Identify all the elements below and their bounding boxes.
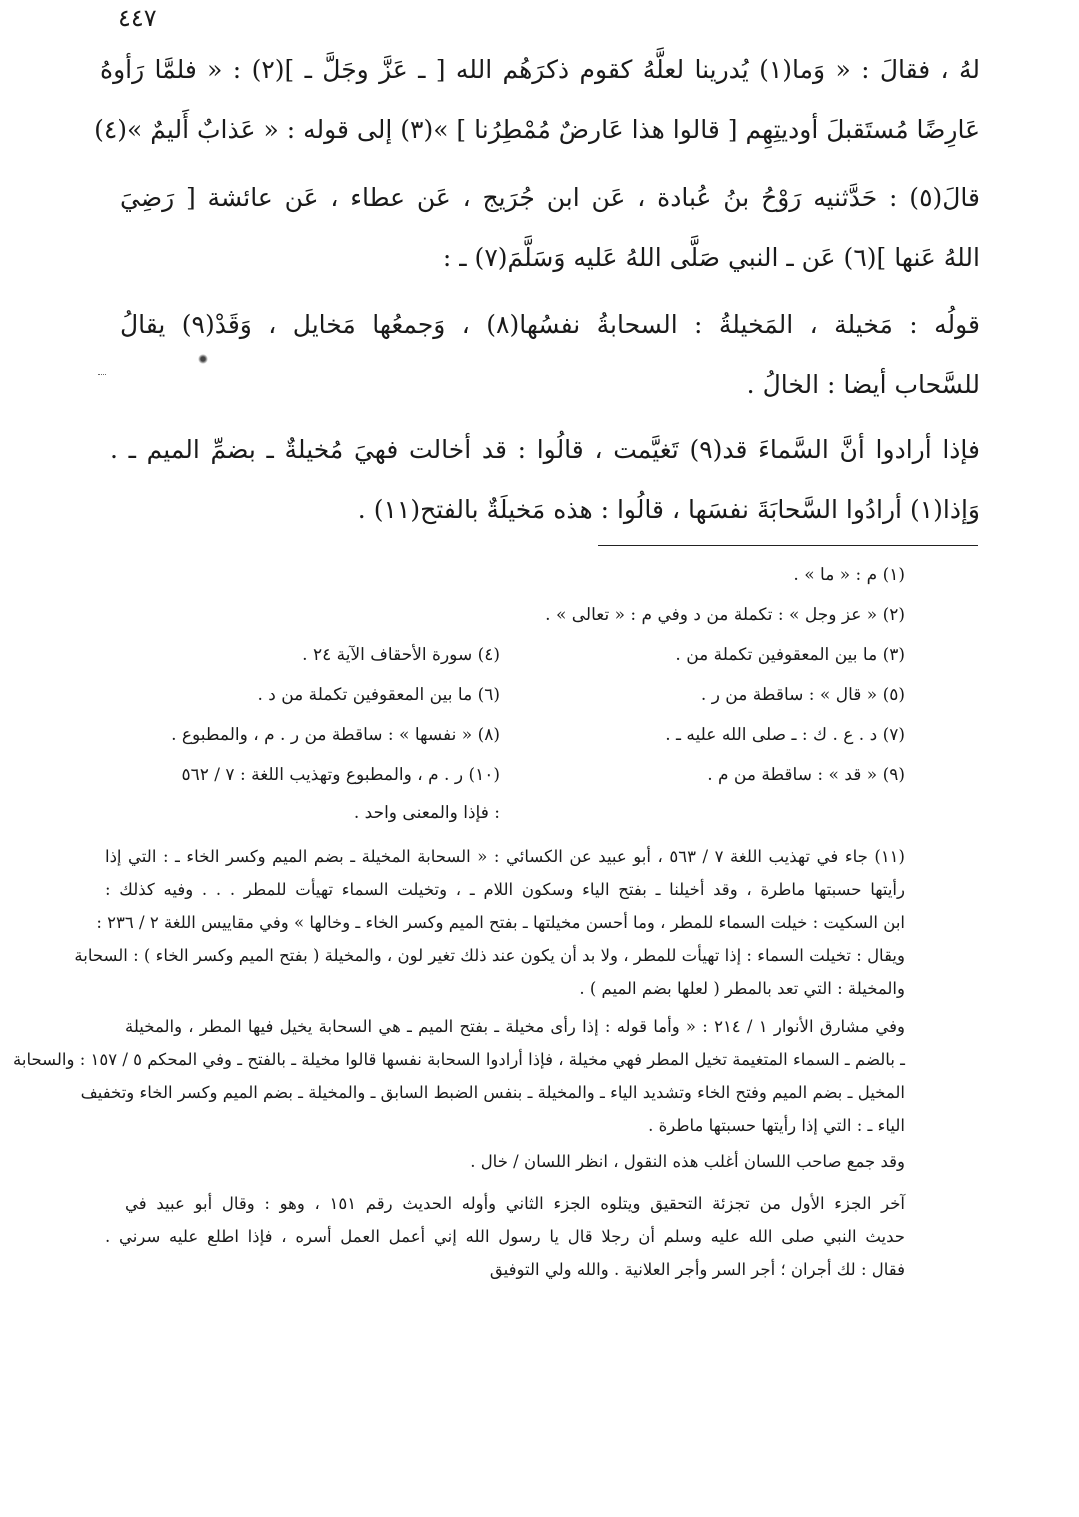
footnote: (٦) ما بين المعقوفين تكملة من د . (257, 685, 500, 705)
footnote-separator (598, 545, 978, 546)
footnote: (٤) سورة الأحقاف الآية ٢٤ . (302, 645, 500, 665)
mashariq-line: المخيل ـ بضم الميم وفتح الخاء وتشديد الياء ـ والمخيلة ـ بنفس الضبط السابق ـ والمخيلة ـ بضم الميم وكسر الخاء وتخفيف (80, 1083, 905, 1102)
closing-line: آخر الجزء الأول من تجزئة التحقيق ويتلوه الجزء الثاني وأوله الحديث رقم ١٥١ ، وهو : وقال أبو عبيد في (125, 1194, 905, 1213)
mashariq-line: وفي مشارق الأنوار ١ / ٢١٤ : « وأما قوله : إذا رأى مخيلة ـ بفتح الميم ـ هي السحابة يخيل فيها المطر ، والمخيلة (125, 1017, 905, 1036)
footnote: (٩) « قد » : ساقطة من م . (707, 765, 905, 785)
footnote-11-line: ابن السكيت : خيلت السماء للمطر ، وما أحسن مخيلتها ـ بفتح الميم وكسر الخاء ـ وخالها » وفي مقاييس اللغة ٢ / ٢٣٦ : (96, 913, 905, 932)
footnote: (٧) د . ع . ك : ـ صلى الله عليه ـ . (665, 725, 905, 745)
main-line: عَارِضًا مُستَقبلَ أوديتِهِم [ قالوا هذا عَارضٌ مُمْطِرُنا ] »(٣) إلى قوله : « عَذابٌ أَليمٌ »(٤) (94, 115, 980, 144)
footnote: (١٠) ر . م ، والمطبوع وتهذيب اللغة : ٧ / ٥٦٢ (181, 765, 500, 785)
footnote: (٥) « قال » : ساقطة من ر . (700, 685, 905, 705)
main-line: لهُ ، فقالَ : « وَما(١) يُدرينا لعلَّهُ كقوم ذكرَهُم الله [ ـ عَزَّ وجَلَّ ـ ](٢) : « فلمَّا رَأوهُ (100, 55, 980, 84)
main-line: للسَّحاب أيضا : الخالُ . (746, 370, 980, 399)
footnote: (٣) ما بين المعقوفين تكملة من . (675, 645, 905, 665)
ink-spot (198, 354, 208, 364)
mashariq-line: ـ بالضم ـ السماء المتغيمة تخيل المطر فهي مخيلة ، فإذا أرادوا السحابة نفسها قالوا مخيلة ـ بالفتح ـ وفي المحكم ٥ / ١٥٧ : والسحابة (13, 1050, 905, 1069)
ink-spot (98, 374, 106, 378)
closing-line: حديث النبي صلى الله عليه وسلم أن رجلا قال يا رسول الله إني أعمل العمل أسره ، فإذا اطلع عليه سرني . (105, 1227, 905, 1246)
main-line: اللهُ عَنها ](٦) عَن ـ النبي صَلَّى اللهُ عَليه وَسَلَّمَ(٧) ـ : (442, 243, 980, 272)
closing-line: فقال : لك أجران ؛ أجر السر وأجر العلانية . والله ولي التوفيق (489, 1260, 905, 1279)
main-line: قولُه : مَخيلة ، المَخيلةُ : السحابةُ نفسُها(٨) ، وَجمعُها مَخايل ، وَقَدْ(٩) يقالُ (120, 310, 980, 339)
footnote: (٨) « نفسها » : ساقطة من ر . م ، والمطبوع . (171, 725, 500, 745)
footnote: (١) م : « ما » . (793, 565, 905, 585)
footnote-11-line: والمخيلة : التي تعد بالمطر ( لعلها بضم الميم ) . (579, 979, 905, 998)
lisan-note: وقد جمع صاحب اللسان أغلب هذه النقول ، انظر اللسان / خال . (470, 1152, 905, 1171)
page-number: ٤٤٧ (118, 4, 157, 32)
footnote: (٢) « عز وجل » : تكملة من د وفي م : « تعالى » . (545, 605, 905, 625)
main-line: فإذا أرادوا أنَّ السَّماءَ قد(٩) تَغيَّمت ، قالُوا : قد أخالت فهيَ مُخيلةٌ ـ بضمِّ الميم ـ . (110, 435, 980, 464)
footnote: : فإذا والمعنى واحد . (353, 803, 500, 823)
main-line: وَإذا(١) أرادُوا السَّحابَةَ نفسَها ، قالُوا : هذه مَخيلَةٌ بالفتح(١١) . (357, 495, 980, 524)
main-line: قالَ(٥) : حَدَّثنيه رَوْحُ بنُ عُبادة ، عَن ابن جُرَيج ، عَن عطاء ، عَن عائشة [ رَضِيَ (120, 183, 980, 212)
mashariq-line: الياء ـ : التي إذا رأيتها حسبتها ماطرة . (648, 1116, 905, 1135)
footnote-11-line: رأيتها حسبتها ماطرة ، وقد أخيلنا ـ بفتح الياء وسكون اللام ـ ، وتخيلت السماء تهيأت للمطر . . . وفيه كذلك : (105, 880, 905, 899)
footnote-11-line: ويقال : تخيلت السماء : إذا تهيأت للمطر ، ولا بد أن يكون عند ذلك تغير لون ، والمخيلة ( بفتح الميم وكسر الخاء ) : السحابة (74, 946, 905, 965)
footnote-11-line: (١١) جاء في تهذيب اللغة ٧ / ٥٦٣ ، أبو عبيد عن الكسائي : « السحابة المخيلة ـ بضم الميم وكسر الخاء ـ : التي إذا (105, 847, 905, 866)
